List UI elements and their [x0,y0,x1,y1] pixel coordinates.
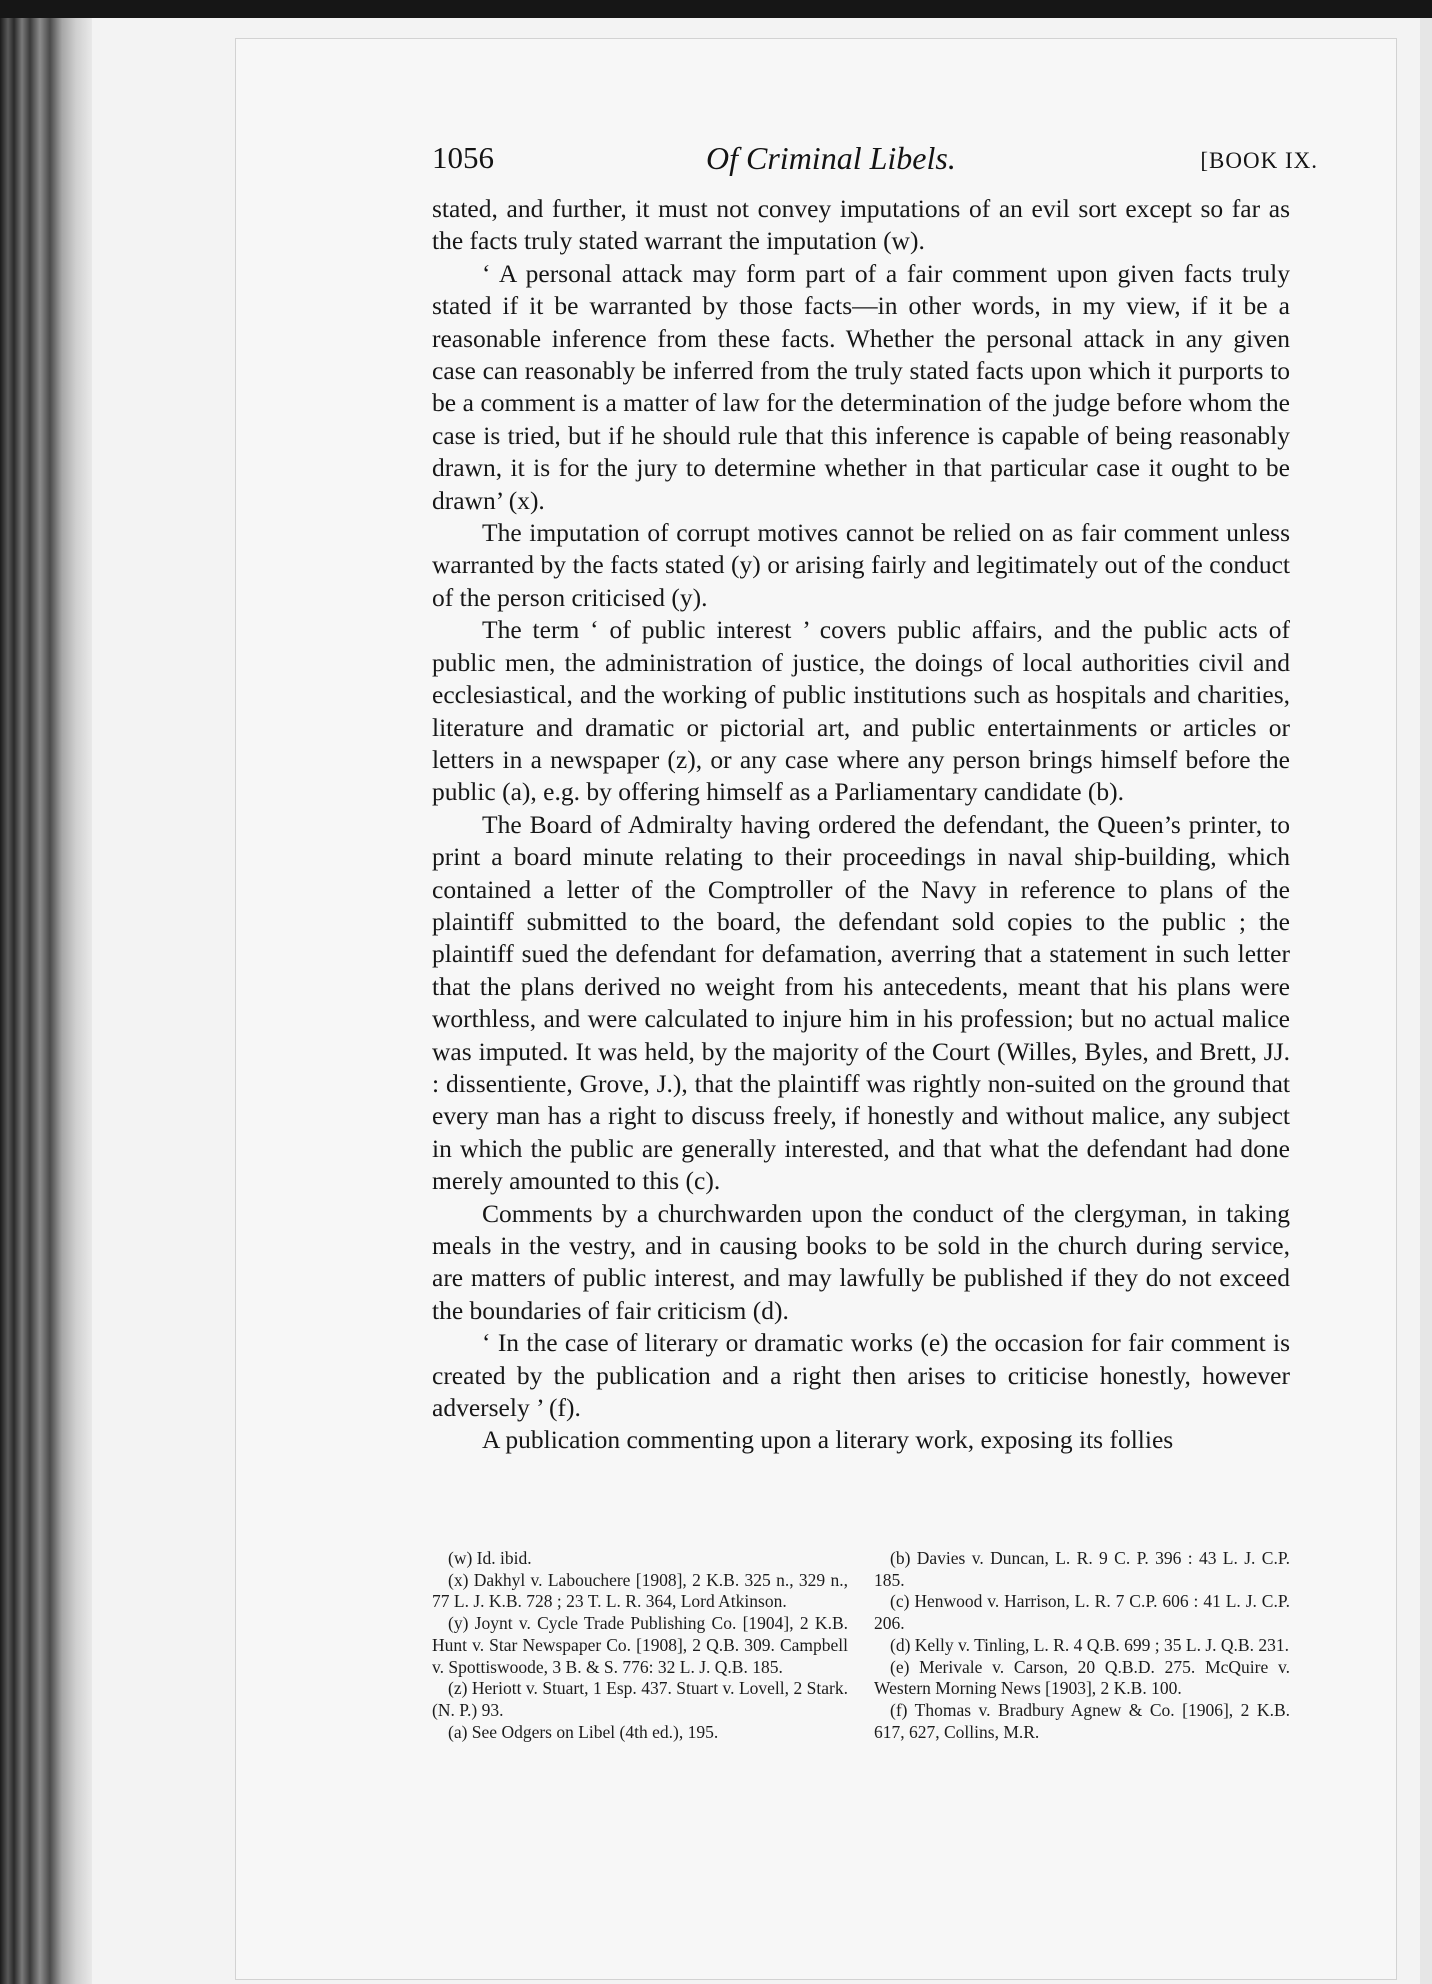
book-label: [BOOK IX. [1200,148,1318,173]
paragraph: ‘ A personal attack may form part of a fair comment upon given facts truly stated if it be warranted by those facts—in other words, in my view, if it be a reasonable inference from these facts. Whether the personal attack in any given case can reasonably be inferred from the truly stated facts upon which it purports to be a comment is a matter of law for the determination of the judge before whom the case is tried, but if he should rule that this inference is capable of being reasonably drawn, it is for the jury to determine whether in that particular case it ought to be drawn’ (x). [432,258,1290,515]
page-right-edge [1420,18,1432,1984]
paragraph: stated, and further, it must not convey imputations of an evil sort except so far as the facts truly stated warrant the imputation (w). [432,194,1290,256]
footnote: (e) Merivale v. Carson, 20 Q.B.D. 275. McQuire v. Western Morning News [1903], 2 K.B. 100. [874,1656,1290,1699]
page-number: 1056 [432,140,494,175]
paragraph: Comments by a churchwarden upon the conduct of the clergyman, in taking meals in the vestry, and in causing books to be sold in the church during service, are matters of public interest, and may lawfully be published if they do not exceed the boundaries of fair criticism (d). [432,1198,1290,1325]
footnote: (b) Davies v. Duncan, L. R. 9 C. P. 396 : 43 L. J. C.P. 185. [874,1548,1290,1590]
paragraph: A publication commenting upon a literary work, exposing its follies [482,1425,1174,1455]
footnote: (w) Id. ibid. [448,1548,532,1568]
footnote: (y) Joynt v. Cycle Trade Publishing Co. [1904], 2 K.B. Hunt v. Star Newspaper Co. [1908], 2 Q.B. 309. Campbell v. Spottiswoode, 3 B. & S. 776: 32 L. J. Q.B. 185. [432,1613,848,1677]
footnote: (x) Dakhyl v. Labouchere [1908], 2 K.B. 325 n., 329 n., 77 L. J. K.B. 728 ; 23 T. L. R. 364, Lord Atkinson. [432,1569,848,1612]
footnote: (c) Henwood v. Harrison, L. R. 7 C.P. 606 : 41 L. J. C.P. 206. [874,1591,1290,1634]
footnote: (z) Heriott v. Stuart, 1 Esp. 437. Stuart v. Lovell, 2 Stark. (N. P.) 93. [432,1678,848,1720]
book-spine [0,18,92,1984]
paragraph: The term ‘ of public interest ’ covers public affairs, and the public acts of public men, the administration of justice, the doings of local authorities civil and ecclesiastical, and the working of public institutions such as hospitals and charities, literature and dramatic or pictorial art, and public entertainments or articles or letters in a newspaper (z), or any case where any person brings himself before the public (a), e.g. by offering himself as a Parliamentary candidate (b). [432,615,1290,807]
running-title: Of Criminal Libels. [706,140,956,176]
footnote: (a) See Odgers on Libel (4th ed.), 195. [448,1721,719,1742]
footnote: (d) Kelly v. Tinling, L. R. 4 Q.B. 699 ; 35 L. J. Q.B. 231. [890,1634,1289,1655]
paragraph: The Board of Admiralty having ordered the defendant, the Queen’s printer, to print a board minute relating to their proceedings in naval ship-building, which contained a letter of the Comptroller of the Navy in reference to plans of the plaintiff submitted to the board, the defendant sold copies to the public ; the plaintiff sued the defendant for defamation, averring that a statement in such letter that the plans derived no weight from his antecedents, meant that his plans were worthless, and were calculated to injure him in his profession; but no actual malice was imputed. It was held, by the majority of the Court (Willes, Byles, and Brett, JJ. : dissentiente, Grove, J.), that the plaintiff was rightly non-suited on the ground that every man has a right to discuss freely, if honestly and without malice, any subject in which the public are generally interested, and that what the defendant had done merely amounted to this (c). [432,809,1290,1196]
scan-top-border [0,0,1432,18]
paragraph: The imputation of corrupt motives cannot be relied on as fair comment unless warranted by the facts stated (y) or arising fairly and legitimately out of the conduct of the person criticised (y). [432,518,1290,612]
paragraph: ‘ In the case of literary or dramatic works (e) the occasion for fair comment is created by the publication and a right then arises to criticise honestly, however adversely ’ (f). [432,1328,1290,1423]
footnotes-left-column [432,1548,848,1743]
body-text [432,193,1290,1457]
footnotes-right-column [874,1548,1290,1743]
footnote: (f) Thomas v. Bradbury Agnew & Co. [1906], 2 K.B. 617, 627, Collins, M.R. [874,1699,1290,1742]
